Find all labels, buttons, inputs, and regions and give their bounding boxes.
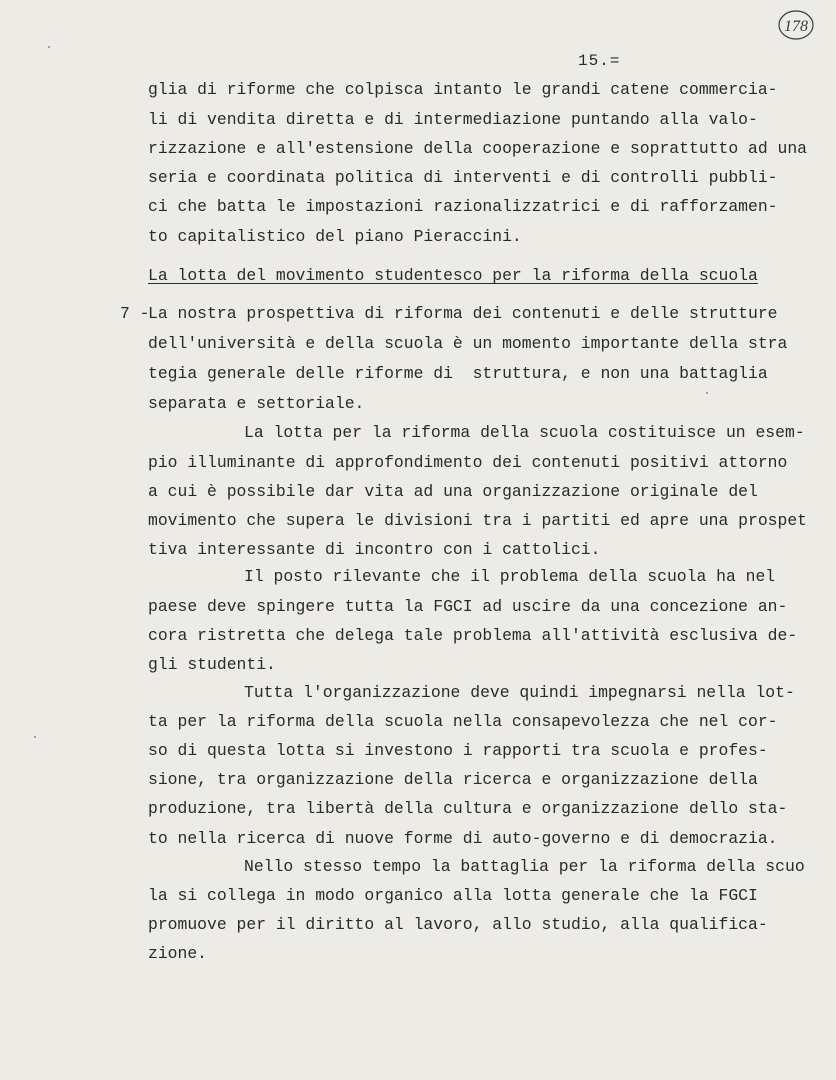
paragraph5-line: Tutta l'organizzazione deve quindi impegnarsi nella lot- — [244, 683, 795, 702]
paragraph4-line: Il posto rilevante che il problema della scuola ha nel — [244, 567, 776, 586]
paragraph5-line: ta per la riforma della scuola nella consapevolezza che nel cor- — [148, 712, 778, 731]
paragraph1-line: rizzazione e all'estensione della cooperazione e soprattutto ad una — [148, 139, 808, 158]
paragraph4-line: paese deve spingere tutta la FGCI ad uscire da una concezione an- — [148, 597, 788, 616]
paper-speck — [34, 736, 36, 738]
paragraph2-line: La nostra prospettiva di riforma dei contenuti e delle strutture — [148, 304, 778, 323]
paragraph1-line: to capitalistico del piano Pieraccini. — [148, 227, 522, 246]
paragraph6-line: promuove per il diritto al lavoro, allo studio, alla qualifica- — [148, 915, 768, 934]
paragraph2-line: separata e settoriale. — [148, 394, 365, 413]
paragraph1-line: seria e coordinata politica di interventi e di controlli pubbli- — [148, 168, 778, 187]
paragraph6-line: Nello stesso tempo la battaglia per la riforma della scuo — [244, 857, 805, 876]
paper-speck — [706, 392, 708, 394]
paragraph1-line: li di vendita diretta e di intermediazione puntando alla valo- — [148, 110, 758, 129]
paragraph3-line: a cui è possibile dar vita ad una organizzazione originale del — [148, 482, 758, 501]
handwritten-folio-number — [776, 8, 816, 42]
paragraph2-line: dell'università e della scuola è un momento importante della stra — [148, 334, 788, 353]
paragraph6-line: la si collega in modo organico alla lotta generale che la FGCI — [148, 886, 758, 905]
paragraph4-line: cora ristretta che delega tale problema all'attività esclusiva de- — [148, 626, 798, 645]
section-number: 7 - — [120, 304, 150, 323]
paragraph3-line: pio illuminante di approfondimento dei contenuti positivi attorno — [148, 453, 788, 472]
paragraph5-line: so di questa lotta si investono i rapporti tra scuola e profes- — [148, 741, 768, 760]
paragraph3-line: tiva interessante di incontro con i cattolici. — [148, 540, 601, 559]
paragraph3-line: La lotta per la riforma della scuola costituisce un esem- — [244, 423, 805, 442]
folio-text: 178 — [784, 18, 808, 35]
paragraph6-line: zione. — [148, 944, 208, 963]
section-heading: La lotta del movimento studentesco per la riforma della scuola — [148, 266, 758, 285]
paragraph1-line: glia di riforme che colpisca intanto le grandi catene commercia- — [148, 80, 778, 99]
paragraph1-line: ci che batta le impostazioni razionalizzatrici e di rafforzamen- — [148, 197, 778, 216]
paragraph5-line: to nella ricerca di nuove forme di auto-governo e di democrazia. — [148, 829, 778, 848]
paper-speck — [48, 46, 50, 48]
paragraph2-line: tegia generale delle riforme di struttura, e non una battaglia — [148, 364, 768, 383]
paragraph3-line: movimento che supera le divisioni tra i partiti ed apre una prospet — [148, 511, 808, 530]
paragraph4-line: gli studenti. — [148, 655, 276, 674]
paragraph5-line: sione, tra organizzazione della ricerca e organizzazione della — [148, 770, 758, 789]
paragraph5-line: produzione, tra libertà della cultura e organizzazione dello sta- — [148, 799, 788, 818]
page-number: 15.= — [578, 52, 621, 70]
